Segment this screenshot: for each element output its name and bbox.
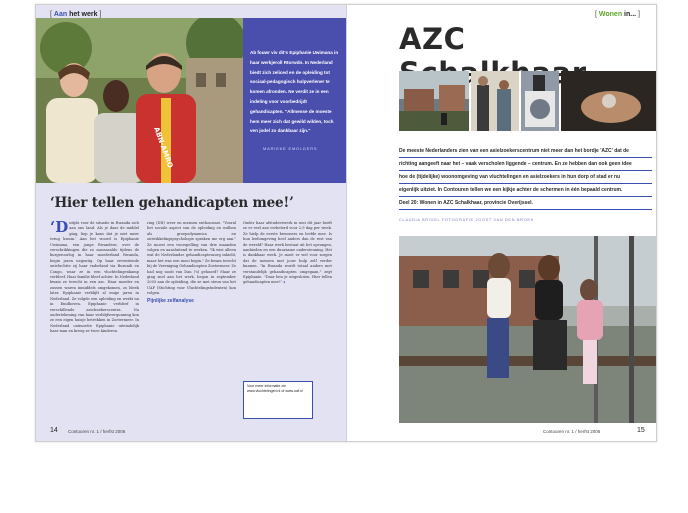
left-rubric-rest: het werk xyxy=(69,11,98,18)
page-title: AZC xyxy=(399,22,466,56)
children-photo xyxy=(399,236,656,423)
magazine-spread xyxy=(35,4,657,442)
right-page-number: 15 xyxy=(637,427,645,434)
text-column-3 xyxy=(243,221,332,286)
sidebar-text: Ab fouwr viv dit's Epiphanie Uwimana in haar werkjeroll Rtorwdn. In Nederland biedt zich zeliced en de opleiding tot sociaal-pedagogisch hulpverlener te komen afronden. Ne verdit ze in een indeling voor voorbedrijdt gehandicapten. "Allmense de moeste hem meer zich dat gewild wilden, toch ven jodel zo dankbaar zijn." xyxy=(250,50,339,134)
svg-text:ABN·AMRO: ABN·AMRO xyxy=(152,125,175,170)
children-photo-illustration xyxy=(399,236,656,423)
right-rubric: [ Wonen in... ] xyxy=(595,11,640,18)
intro-line: Deel 20: Wonen in AZC Schalkhaar, provincie Overijssel. xyxy=(399,197,652,210)
intro-line: richting aangeeft naar het – vaak verscholen liggende – centrum. En ze hebben dan ook geen idee xyxy=(399,158,652,171)
portrait-photo xyxy=(36,18,243,183)
text-column-2 xyxy=(147,221,236,305)
column-2-text: ring (DH) weer en mensen enthousiast. "Vooral het sociale aspect van de opleiding en walhen als groepsdynamica en ontwikkelingspsychologie spraken me erg aan." Ze moest een voorspelling van drie maanden volgen en aansluitend te werken. "Ik wist alleen wat de Nederlandse gehandicaptenzorg inhield, maar het was een mooi begin." Ze kwam terecht bij de Vereniging Gehandicapten Zoetermeer. Ze had nog nooit van Dan ('s) gehoord? Maar ze ging snel aan het werk, begon in september 2003 aan de opleiding, die ze met steun van het UAF (Stichting voor Vluchtelingstudenten) kon volgen. xyxy=(147,221,236,296)
right-page xyxy=(347,5,656,441)
intro-line: eigenlijk uitziet. In Contouren tellen we een kijkje achter de schermen in één bepaald centrum. xyxy=(399,184,652,197)
info-box xyxy=(243,381,313,419)
sidebar-author: MARIEKE EMOLDERS xyxy=(263,146,318,151)
photo-strip-3 xyxy=(521,71,559,131)
intro-text xyxy=(399,145,652,210)
column-3-text: Onder haar afstudeerwerk in mei dit jaar heeft ze er veel aan verbeterd voor 2,9 dag per week. Ze hielp de eerste bewoners en leefde mee. Is hun leefomgeving heel anders dan de rest van de wereld? Haar werk bestaat uit het opvangen, aanbieden en een duurzame ondersteuning. Het is dankbaar werk. Je moet er wel voor zorgen dat de mensen met jouw hulp zelf verder kunnen. "In Rwanda wordt totaal anders met verstandelijk gehandicapten omgegaan," zegt Epiphanie. "Daar ben je uitgesloten. Hier tellen gehandicapten mee!" xyxy=(243,221,332,285)
photo-credit: CLAUDIA BRIGEL FOTOGRAFIE JOOST VAN DEN BROEK xyxy=(399,217,534,222)
column-1-text: ntijds voor de situatie in Rwanda zich aan ons land. Als je daar de middel ging, liep je kans dat je niet meer terug kwam.' Aan het woord is Epiphanie Uwimana, een jonge Rwandese, over de verschrikkingen die zo massasaldo tijdens de burgeroorlog in haar moederland Rwanda, begin jaren negentig. Op haar zeventiende ontvluchtte zij haar vaderland via Burundi en Congo, waar ze in een vluchtelingenkamp verbleef. Haar familie bleef achter. In Nederland kwam ze terecht in een azc. Haar moeder en zussen waren inmiddels omgekomen, zo bleek later. Epiphanie verblijft al enige jaren in Nederland. Ze volgde een opleiding en werkt nu in Eindhoven. Epiphanie verbleef in verschillende asielzoekerscentra. Na ondertekening van haar verblijfsvergunning kon ze een eigen huisje betrekken in Zoetermeer. In Nederland ontmoette Epiphanie uiteindelijk haar man en kreeg ze twee kinderen. xyxy=(50,221,139,334)
left-page xyxy=(36,5,346,441)
photo-strip-4 xyxy=(561,71,656,131)
left-page-number: 14 xyxy=(50,427,58,434)
column-subhead: Pijnlijke zelfanalyse xyxy=(147,297,194,304)
intro-line: De meeste Nederlanders zien van een asielzoekerscentrum niet meer dan het bordje 'AZC' dat de xyxy=(399,145,652,158)
intro-line: hoe de (tijdelijke) woonomgeving van vluchtelingen en asielzoekers in hun dorp of stad er nu xyxy=(399,171,652,184)
end-arrow-icon: ◂ xyxy=(283,280,285,285)
left-rubric-accent: Aan xyxy=(53,11,68,18)
portrait-photo-illustration xyxy=(36,18,243,183)
photo-hand xyxy=(561,71,656,131)
info-box-text: Voor meer informatie zie www.vluchtelingen.nl of www.uaf.nl xyxy=(247,384,303,393)
drop-cap: ‘D xyxy=(50,218,69,236)
photo-strip-2 xyxy=(471,71,519,131)
left-folio: Contouren nr. 1 / herfst 2006 xyxy=(68,429,126,434)
text-column-1 xyxy=(50,218,139,335)
photo-strip-1 xyxy=(399,71,469,131)
photo-laundry xyxy=(521,71,559,131)
sidebar-quote-box xyxy=(243,18,346,183)
right-folio: Contouren nr. 1 / herfst 2006 xyxy=(543,429,601,434)
left-rubric: [ Aan het werk ] xyxy=(50,11,102,18)
photo-buildings xyxy=(399,71,469,131)
right-rubric-accent: Wonen xyxy=(598,11,623,18)
right-rubric-rest: in... xyxy=(624,11,637,18)
article-headline: ‘Hier tellen gehandicapten mee!’ xyxy=(50,195,294,211)
photo-people xyxy=(471,71,519,131)
